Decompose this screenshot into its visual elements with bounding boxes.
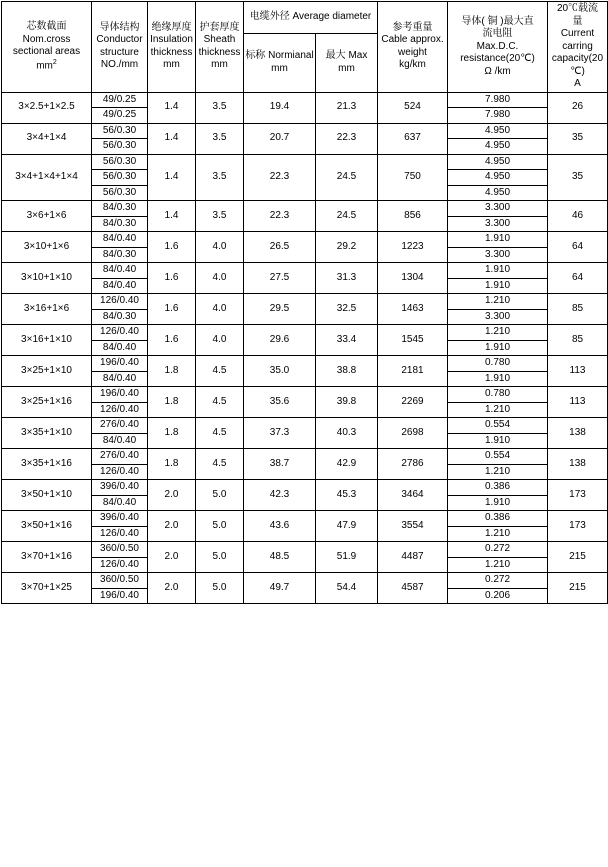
cell-resistance: 3.300 bbox=[448, 216, 548, 232]
header-sheath-en1: Sheath bbox=[203, 34, 236, 46]
cell-sheath: 3.5 bbox=[196, 92, 244, 123]
cell-insulation: 1.8 bbox=[148, 356, 196, 387]
cell-conductor: 84/0.40 bbox=[92, 278, 148, 294]
cell-diameter-max: 51.9 bbox=[316, 542, 378, 573]
table-row bbox=[2, 232, 608, 248]
cell-conductor: 84/0.40 bbox=[92, 495, 148, 511]
cell-resistance: 3.300 bbox=[448, 201, 548, 217]
cell-sheath: 4.0 bbox=[196, 263, 244, 294]
cell-cross-section: 3×50+1×10 bbox=[2, 480, 92, 511]
cell-conductor: 126/0.40 bbox=[92, 325, 148, 341]
cell-sheath: 4.5 bbox=[196, 449, 244, 480]
cell-diameter-nominal: 49.7 bbox=[244, 573, 316, 604]
cell-diameter-nominal: 37.3 bbox=[244, 418, 316, 449]
cell-current: 64 bbox=[548, 263, 608, 294]
cell-current: 215 bbox=[548, 542, 608, 573]
cell-weight: 1463 bbox=[378, 294, 448, 325]
cell-diameter-max: 29.2 bbox=[316, 232, 378, 263]
table-row bbox=[2, 201, 608, 217]
header-sheath bbox=[196, 2, 244, 93]
cell-conductor: 56/0.30 bbox=[92, 170, 148, 186]
cell-resistance: 1.210 bbox=[448, 526, 548, 542]
cell-conductor: 84/0.40 bbox=[92, 263, 148, 279]
cell-conductor: 84/0.30 bbox=[92, 201, 148, 217]
cell-diameter-max: 22.3 bbox=[316, 123, 378, 154]
cell-insulation: 1.8 bbox=[148, 418, 196, 449]
cell-sheath: 4.0 bbox=[196, 325, 244, 356]
cell-cross-section: 3×4+1×4+1×4 bbox=[2, 154, 92, 201]
table-row bbox=[2, 325, 608, 341]
cell-sheath: 5.0 bbox=[196, 542, 244, 573]
header-row-1 bbox=[2, 2, 608, 34]
table-row bbox=[2, 449, 608, 465]
cell-insulation: 1.4 bbox=[148, 123, 196, 154]
cell-diameter-max: 47.9 bbox=[316, 511, 378, 542]
table-row bbox=[2, 418, 608, 434]
cell-resistance: 0.272 bbox=[448, 573, 548, 589]
header-resistance-en1: Max.D.C. bbox=[476, 40, 519, 52]
cell-diameter-max: 24.5 bbox=[316, 201, 378, 232]
cell-resistance: 0.554 bbox=[448, 449, 548, 465]
cell-cross-section: 3×16+1×6 bbox=[2, 294, 92, 325]
cell-resistance: 4.950 bbox=[448, 139, 548, 155]
header-diameter-max-zh: 最大 bbox=[325, 50, 346, 62]
cell-current: 85 bbox=[548, 325, 608, 356]
cell-conductor: 276/0.40 bbox=[92, 418, 148, 434]
cell-diameter-nominal: 22.3 bbox=[244, 154, 316, 201]
cell-weight: 856 bbox=[378, 201, 448, 232]
table-row bbox=[2, 542, 608, 558]
header-diameter-nominal-en1: Normianal bbox=[268, 50, 314, 62]
cell-resistance: 0.272 bbox=[448, 542, 548, 558]
cell-current: 26 bbox=[548, 92, 608, 123]
header-insulation bbox=[148, 2, 196, 93]
cell-current: 85 bbox=[548, 294, 608, 325]
header-cross-section-en1: Nom.cross bbox=[22, 33, 71, 45]
cell-sheath: 5.0 bbox=[196, 480, 244, 511]
header-conductor-en1: Conductor bbox=[96, 34, 143, 46]
cell-conductor: 49/0.25 bbox=[92, 92, 148, 108]
cell-weight: 1304 bbox=[378, 263, 448, 294]
header-current-en1: Current bbox=[560, 28, 595, 39]
cell-cross-section: 3×4+1×4 bbox=[2, 123, 92, 154]
cell-insulation: 1.8 bbox=[148, 387, 196, 418]
cell-diameter-nominal: 35.6 bbox=[244, 387, 316, 418]
cell-resistance: 4.950 bbox=[448, 123, 548, 139]
cell-conductor: 84/0.40 bbox=[92, 371, 148, 387]
header-resistance-zh2: 流电阻 bbox=[482, 28, 513, 39]
table-row bbox=[2, 92, 608, 108]
header-current-en5: A bbox=[574, 78, 581, 89]
cell-sheath: 4.5 bbox=[196, 356, 244, 387]
cell-insulation: 2.0 bbox=[148, 480, 196, 511]
cell-conductor: 360/0.50 bbox=[92, 573, 148, 589]
cell-weight: 750 bbox=[378, 154, 448, 201]
cell-cross-section: 3×70+1×25 bbox=[2, 573, 92, 604]
cell-diameter-nominal: 26.5 bbox=[244, 232, 316, 263]
cell-weight: 637 bbox=[378, 123, 448, 154]
cell-resistance: 1.910 bbox=[448, 263, 548, 279]
cell-diameter-max: 45.3 bbox=[316, 480, 378, 511]
cell-resistance: 1.910 bbox=[448, 371, 548, 387]
cell-insulation: 1.6 bbox=[148, 294, 196, 325]
header-sheath-zh: 护套厚度 bbox=[199, 21, 240, 33]
cell-weight: 2786 bbox=[378, 449, 448, 480]
cell-insulation: 1.6 bbox=[148, 232, 196, 263]
cell-insulation: 1.8 bbox=[148, 449, 196, 480]
cell-conductor: 196/0.40 bbox=[92, 387, 148, 403]
cell-conductor: 126/0.40 bbox=[92, 526, 148, 542]
cell-current: 138 bbox=[548, 449, 608, 480]
cell-sheath: 4.5 bbox=[196, 387, 244, 418]
cell-conductor: 196/0.40 bbox=[92, 588, 148, 604]
table-row bbox=[2, 294, 608, 310]
cell-weight: 3464 bbox=[378, 480, 448, 511]
header-current-zh1: 20℃载流 bbox=[556, 3, 599, 14]
cell-diameter-max: 38.8 bbox=[316, 356, 378, 387]
cell-conductor: 84/0.40 bbox=[92, 232, 148, 248]
cell-cross-section: 3×2.5+1×2.5 bbox=[2, 92, 92, 123]
cell-resistance: 1.210 bbox=[448, 464, 548, 480]
cell-sheath: 4.5 bbox=[196, 418, 244, 449]
header-diameter-nominal-zh: 标称 bbox=[245, 50, 266, 62]
cell-diameter-max: 33.4 bbox=[316, 325, 378, 356]
cell-resistance: 7.980 bbox=[448, 108, 548, 124]
cell-conductor: 84/0.30 bbox=[92, 216, 148, 232]
cell-conductor: 396/0.40 bbox=[92, 511, 148, 527]
cell-diameter-nominal: 19.4 bbox=[244, 92, 316, 123]
cell-weight: 2698 bbox=[378, 418, 448, 449]
header-resistance-en3: Ω /km bbox=[484, 65, 511, 77]
cell-conductor: 126/0.40 bbox=[92, 557, 148, 573]
header-cross-section-en2: sectional areas bbox=[12, 46, 81, 58]
table-row bbox=[2, 480, 608, 496]
cell-cross-section: 3×50+1×16 bbox=[2, 511, 92, 542]
cell-conductor: 56/0.30 bbox=[92, 154, 148, 170]
cell-conductor: 84/0.30 bbox=[92, 247, 148, 263]
cell-conductor: 84/0.30 bbox=[92, 309, 148, 325]
header-diameter-max-en2: mm bbox=[338, 62, 355, 74]
cell-weight: 2269 bbox=[378, 387, 448, 418]
header-resistance-en2: resistance(20℃) bbox=[460, 53, 535, 64]
cell-current: 64 bbox=[548, 232, 608, 263]
header-weight-en2: weight bbox=[398, 46, 427, 58]
cell-weight: 4487 bbox=[378, 542, 448, 573]
cell-conductor: 84/0.40 bbox=[92, 340, 148, 356]
header-diameter-group bbox=[244, 2, 378, 34]
cell-diameter-nominal: 22.3 bbox=[244, 201, 316, 232]
cell-diameter-nominal: 29.5 bbox=[244, 294, 316, 325]
cell-resistance: 4.950 bbox=[448, 170, 548, 186]
cell-cross-section: 3×16+1×10 bbox=[2, 325, 92, 356]
cell-resistance: 0.554 bbox=[448, 418, 548, 434]
cell-sheath: 3.5 bbox=[196, 123, 244, 154]
header-resistance-zh1: 导体( 铜 )最大直 bbox=[461, 15, 534, 27]
cell-resistance: 1.910 bbox=[448, 495, 548, 511]
header-diameter-group-zh: 电缆外径 bbox=[249, 11, 290, 23]
table-row bbox=[2, 123, 608, 139]
header-cross-section-zh: 芯数截面 bbox=[26, 21, 67, 33]
cell-resistance: 1.910 bbox=[448, 232, 548, 248]
cell-insulation: 1.4 bbox=[148, 201, 196, 232]
cell-cross-section: 3×10+1×6 bbox=[2, 232, 92, 263]
cell-resistance: 4.950 bbox=[448, 154, 548, 170]
cell-weight: 2181 bbox=[378, 356, 448, 387]
cell-current: 35 bbox=[548, 123, 608, 154]
header-current-en3: capacity(20 bbox=[551, 53, 604, 64]
table-body bbox=[2, 92, 608, 604]
cell-diameter-max: 40.3 bbox=[316, 418, 378, 449]
header-conductor-en2: structure bbox=[100, 46, 139, 58]
cell-diameter-max: 31.3 bbox=[316, 263, 378, 294]
cell-insulation: 1.4 bbox=[148, 154, 196, 201]
cell-weight: 3554 bbox=[378, 511, 448, 542]
cell-resistance: 3.300 bbox=[448, 309, 548, 325]
cell-current: 113 bbox=[548, 356, 608, 387]
cell-resistance: 1.210 bbox=[448, 325, 548, 341]
cell-cross-section: 3×25+1×16 bbox=[2, 387, 92, 418]
cell-current: 138 bbox=[548, 418, 608, 449]
cell-weight: 524 bbox=[378, 92, 448, 123]
cell-resistance: 4.950 bbox=[448, 185, 548, 201]
header-insulation-en3: mm bbox=[163, 59, 180, 71]
cell-diameter-nominal: 48.5 bbox=[244, 542, 316, 573]
header-insulation-zh: 绝缘厚度 bbox=[151, 21, 192, 33]
cell-diameter-max: 21.3 bbox=[316, 92, 378, 123]
cell-diameter-nominal: 29.6 bbox=[244, 325, 316, 356]
cell-resistance: 0.780 bbox=[448, 387, 548, 403]
cell-resistance: 1.910 bbox=[448, 433, 548, 449]
cell-current: 113 bbox=[548, 387, 608, 418]
table-row bbox=[2, 263, 608, 279]
cell-conductor: 56/0.30 bbox=[92, 185, 148, 201]
header-current bbox=[548, 2, 608, 93]
header-diameter-max bbox=[316, 34, 378, 92]
cell-diameter-nominal: 42.3 bbox=[244, 480, 316, 511]
cell-resistance: 0.780 bbox=[448, 356, 548, 372]
cell-insulation: 1.6 bbox=[148, 325, 196, 356]
cell-diameter-max: 54.4 bbox=[316, 573, 378, 604]
table-row bbox=[2, 573, 608, 589]
cell-current: 173 bbox=[548, 511, 608, 542]
table-row bbox=[2, 356, 608, 372]
cell-current: 173 bbox=[548, 480, 608, 511]
header-current-en4: ℃) bbox=[570, 65, 585, 77]
cell-resistance: 1.210 bbox=[448, 294, 548, 310]
cell-current: 35 bbox=[548, 154, 608, 201]
cell-diameter-nominal: 38.7 bbox=[244, 449, 316, 480]
cell-diameter-max: 42.9 bbox=[316, 449, 378, 480]
header-diameter-max-en1: Max bbox=[348, 50, 368, 62]
cell-weight: 1223 bbox=[378, 232, 448, 263]
cell-diameter-max: 32.5 bbox=[316, 294, 378, 325]
cell-sheath: 4.0 bbox=[196, 232, 244, 263]
cell-diameter-nominal: 35.0 bbox=[244, 356, 316, 387]
header-resistance bbox=[448, 2, 548, 93]
cell-conductor: 196/0.40 bbox=[92, 356, 148, 372]
cell-conductor: 49/0.25 bbox=[92, 108, 148, 124]
header-weight bbox=[378, 2, 448, 93]
cell-cross-section: 3×25+1×10 bbox=[2, 356, 92, 387]
header-weight-zh: 参考重量 bbox=[392, 21, 433, 33]
cell-cross-section: 3×35+1×10 bbox=[2, 418, 92, 449]
cell-conductor: 360/0.50 bbox=[92, 542, 148, 558]
cell-insulation: 2.0 bbox=[148, 542, 196, 573]
header-sheath-en2: thickness bbox=[198, 46, 241, 58]
header-diameter-group-en: Average diameter bbox=[292, 11, 372, 23]
cell-resistance: 0.206 bbox=[448, 588, 548, 604]
cell-cross-section: 3×6+1×6 bbox=[2, 201, 92, 232]
cell-insulation: 2.0 bbox=[148, 573, 196, 604]
cell-conductor: 56/0.30 bbox=[92, 123, 148, 139]
cell-conductor: 84/0.40 bbox=[92, 433, 148, 449]
header-insulation-en2: thickness bbox=[150, 46, 193, 58]
cell-current: 46 bbox=[548, 201, 608, 232]
cell-cross-section: 3×10+1×10 bbox=[2, 263, 92, 294]
cell-sheath: 3.5 bbox=[196, 201, 244, 232]
cell-diameter-max: 24.5 bbox=[316, 154, 378, 201]
cell-diameter-nominal: 43.6 bbox=[244, 511, 316, 542]
cell-insulation: 1.4 bbox=[148, 92, 196, 123]
cell-resistance: 1.210 bbox=[448, 557, 548, 573]
cell-weight: 4587 bbox=[378, 573, 448, 604]
header-weight-en3: kg/km bbox=[399, 59, 426, 71]
cell-sheath: 4.0 bbox=[196, 294, 244, 325]
header-current-en2: carring bbox=[562, 40, 593, 52]
cell-resistance: 1.910 bbox=[448, 340, 548, 356]
cell-conductor: 56/0.30 bbox=[92, 139, 148, 155]
cell-resistance: 3.300 bbox=[448, 247, 548, 263]
header-diameter-nominal-en2: mm bbox=[271, 62, 288, 74]
cell-resistance: 7.980 bbox=[448, 92, 548, 108]
header-conductor bbox=[92, 2, 148, 93]
table-row bbox=[2, 154, 608, 170]
cell-weight: 1545 bbox=[378, 325, 448, 356]
header-sheath-en3: mm bbox=[211, 59, 228, 71]
cell-resistance: 1.910 bbox=[448, 278, 548, 294]
cell-insulation: 1.6 bbox=[148, 263, 196, 294]
header-diameter-nominal bbox=[244, 34, 316, 92]
cell-conductor: 396/0.40 bbox=[92, 480, 148, 496]
cell-sheath: 3.5 bbox=[196, 154, 244, 201]
table-row bbox=[2, 387, 608, 403]
cable-specification-table bbox=[1, 1, 608, 604]
header-weight-en1: Cable approx. bbox=[381, 34, 444, 46]
cell-diameter-nominal: 27.5 bbox=[244, 263, 316, 294]
header-conductor-zh: 导体结构 bbox=[99, 21, 140, 33]
cell-resistance: 0.386 bbox=[448, 480, 548, 496]
table-header bbox=[2, 2, 608, 93]
cell-resistance: 0.386 bbox=[448, 511, 548, 527]
cell-conductor: 126/0.40 bbox=[92, 464, 148, 480]
cell-resistance: 1.210 bbox=[448, 402, 548, 418]
cell-conductor: 126/0.40 bbox=[92, 294, 148, 310]
header-insulation-en1: Insulation bbox=[150, 34, 193, 46]
cell-diameter-max: 39.8 bbox=[316, 387, 378, 418]
header-cross-section bbox=[2, 2, 92, 93]
cell-conductor: 126/0.40 bbox=[92, 402, 148, 418]
cell-current: 215 bbox=[548, 573, 608, 604]
cell-conductor: 276/0.40 bbox=[92, 449, 148, 465]
header-cross-section-en3: $mm^2$ bbox=[36, 58, 57, 71]
cell-sheath: 5.0 bbox=[196, 573, 244, 604]
cell-insulation: 2.0 bbox=[148, 511, 196, 542]
header-current-zh2: 量 bbox=[572, 15, 583, 27]
cell-cross-section: 3×35+1×16 bbox=[2, 449, 92, 480]
cell-sheath: 5.0 bbox=[196, 511, 244, 542]
header-conductor-en3: NO./mm bbox=[100, 59, 139, 71]
cell-cross-section: 3×70+1×16 bbox=[2, 542, 92, 573]
table-row bbox=[2, 511, 608, 527]
cell-diameter-nominal: 20.7 bbox=[244, 123, 316, 154]
